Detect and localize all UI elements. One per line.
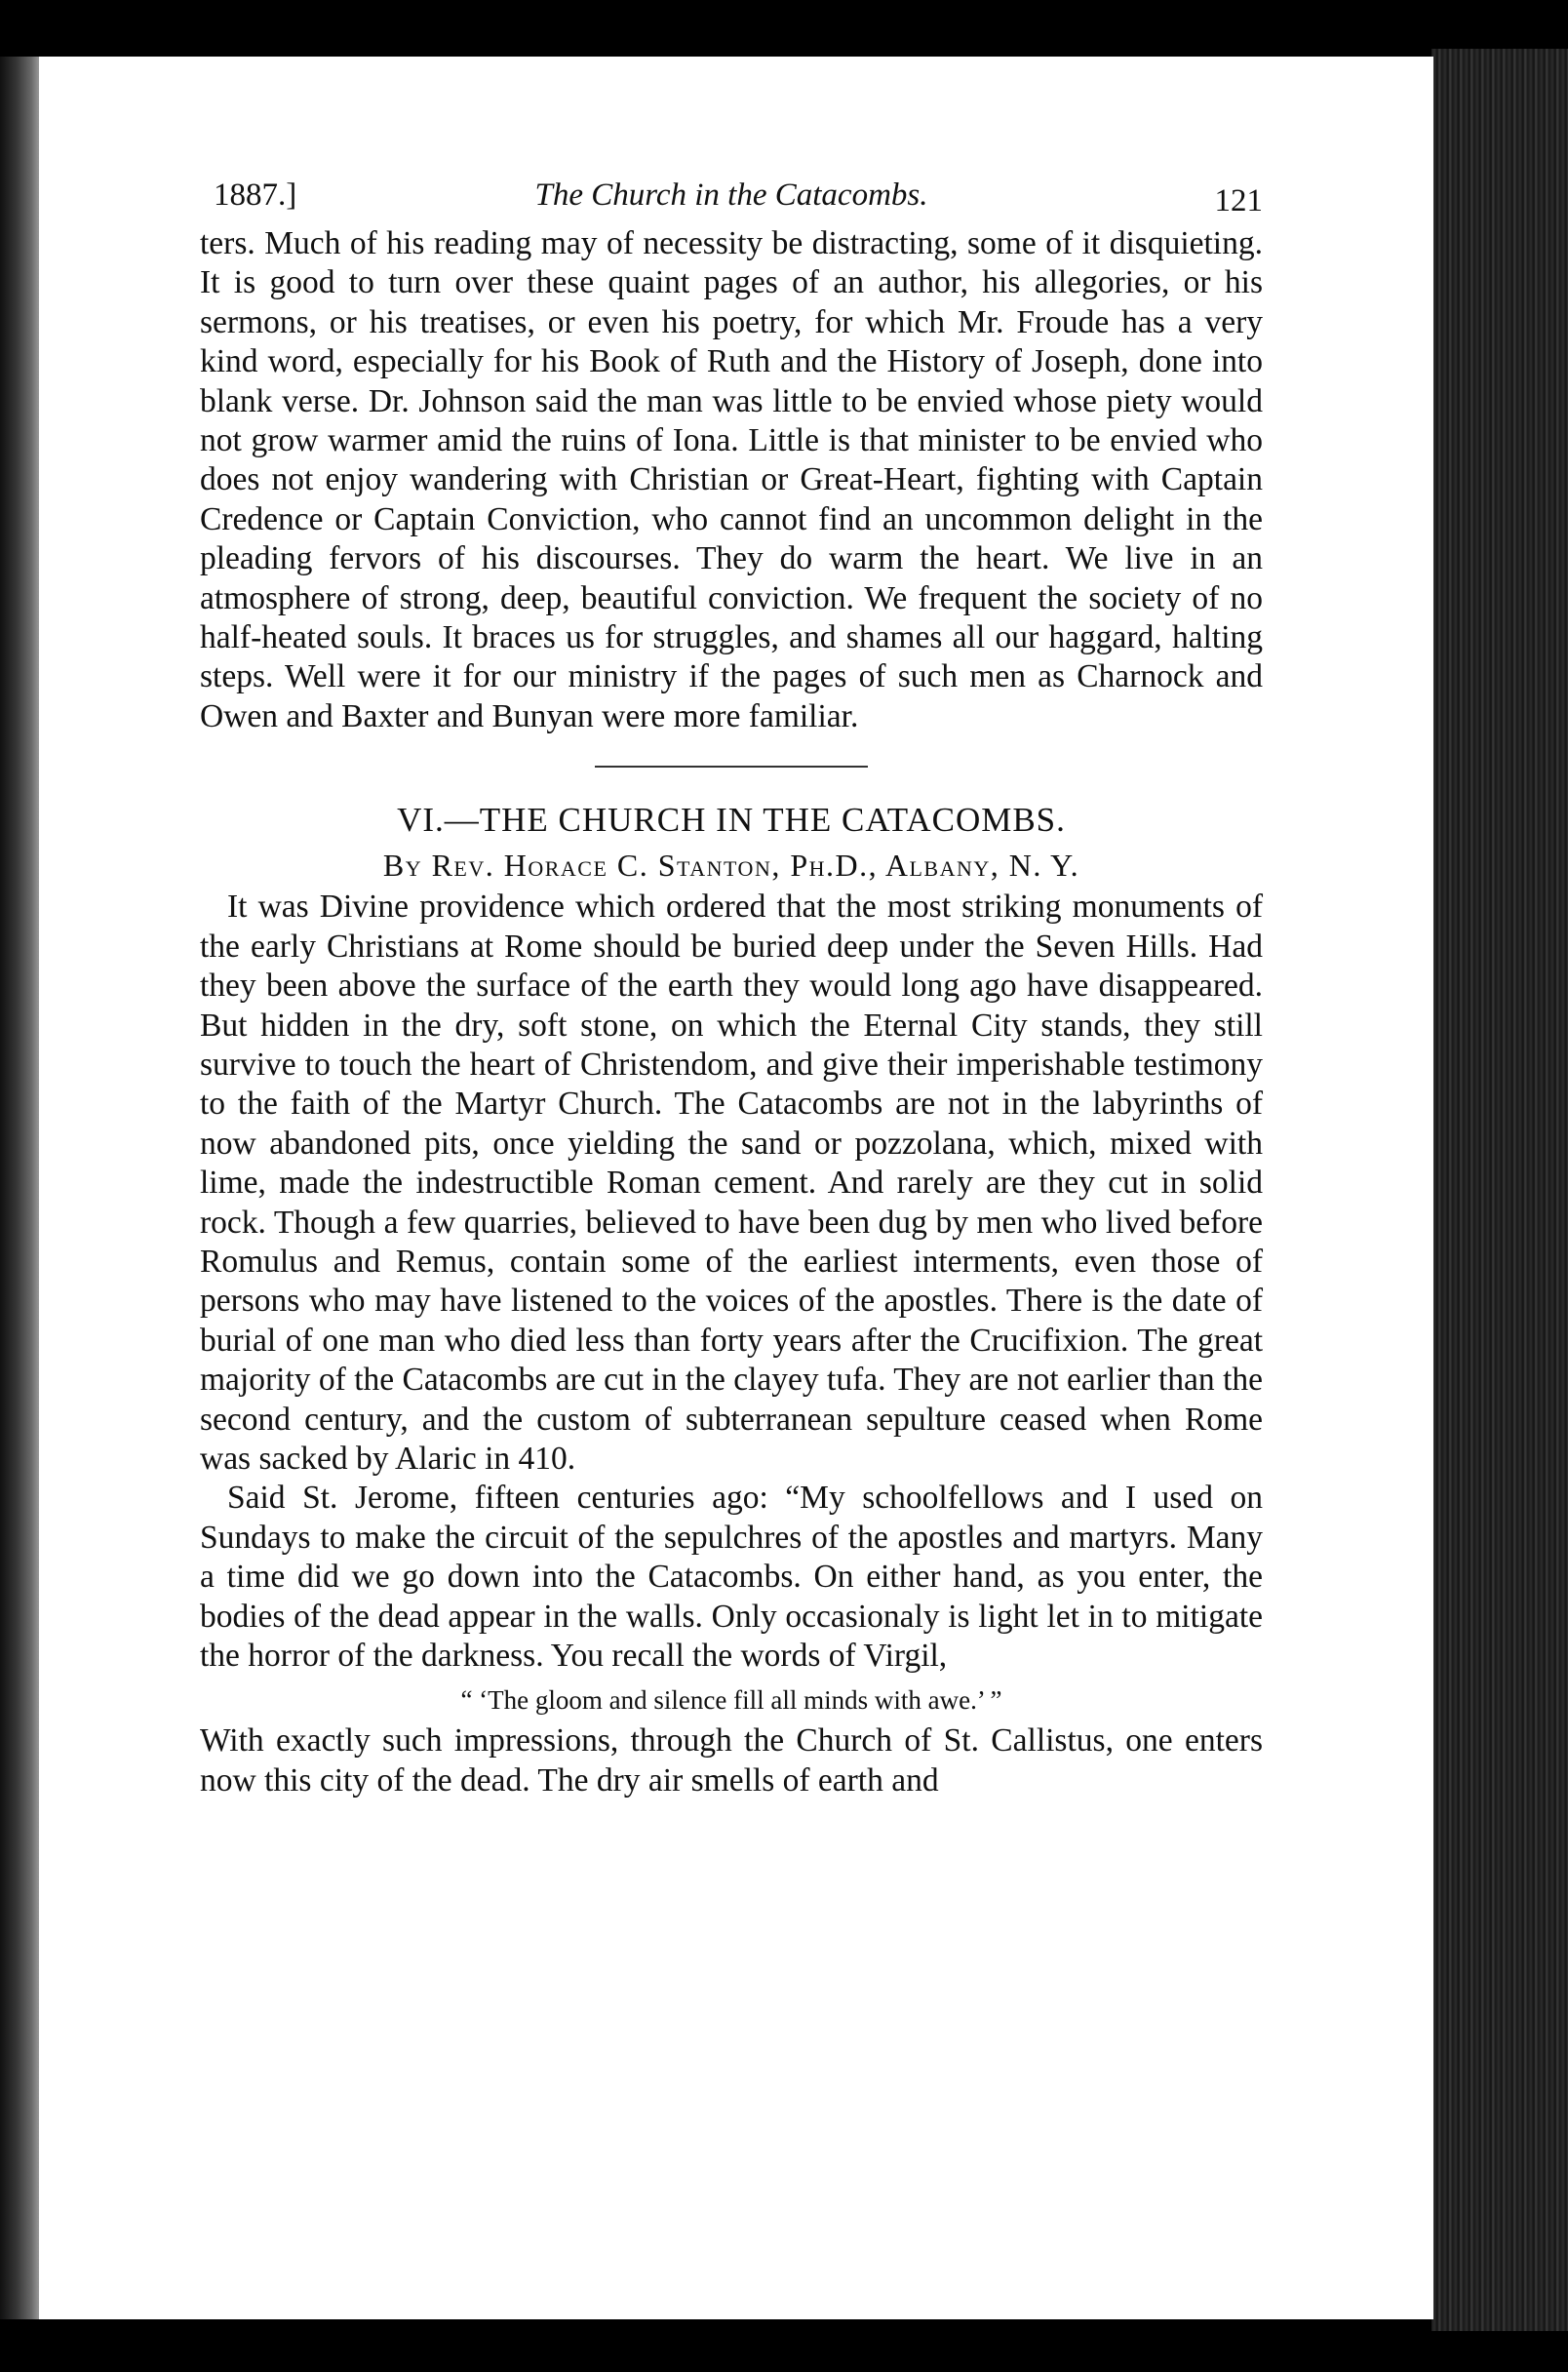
running-head	[200, 166, 1263, 224]
virgil-quote: “ ‘The gloom and silence fill all minds with awe.’ ”	[460, 1685, 1002, 1716]
running-head-year: 1887.]	[214, 178, 297, 213]
page-number: 121	[1214, 183, 1263, 218]
article-paragraph-1: It was Divine providence which ordered that the most striking monuments of the early Christians at Rome should be buried deep under the Seven Hills. Had they been above the surface of the earth they would long ago have disappeared. But hidden in the dry, soft stone, on which the Eternal City stands, they still survive to touch the heart of Christendom, and give their imperishable testimony to the faith of the Martyr Church. The Catacombs are not in the labyrinths of now abandoned pits, once yielding the sand or pozzolana, which, mixed with lime, made the indestructible Roman cement. And rarely are they cut in solid rock. Though a few quarries, believed to have been dug by men who lived before Romulus and Remus, contain some of the earliest interments, even those of persons who may have listened to the voices of the apostles. There is the date of burial of one man who died less than forty years after the Crucifixion. The great majority of the Catacombs are cut in the clayey tufa. They are not earlier than the second century, and the custom of subterranean sepulture ceased when Rome was sacked by Alaric in 410.	[200, 889, 1263, 1477]
article-title: VI.—THE CHURCH IN THE CATACOMBS.	[397, 801, 1066, 840]
running-head-title: The Church in the Catacombs.	[534, 178, 928, 213]
section-divider	[595, 766, 868, 768]
article-paragraph-2: Said St. Jerome, fifteen centuries ago: “My schoolfellows and I used on Sundays to make the circuit of the sepulchres of the apostles and martyrs. Many a time did we go down into the Catacombs. On either hand, as you enter, the bodies of the dead appear in the walls. Only occasionaly is light let in to mitigate the horror of the darkness. You recall the words of Virgil,	[200, 1480, 1263, 1674]
page-text-block	[200, 166, 1263, 1800]
article-byline: By Rev. Horace C. Stanton, Ph.D., Albany, N. Y.	[382, 848, 1080, 884]
article-paragraph-3: With exactly such impressions, through the Church of St. Callistus, one enters now this city of the dead. The dry air smells of earth and	[200, 1722, 1263, 1799]
continued-paragraph: ters. Much of his reading may of necessity be distracting, some of it disquieting. It is good to turn over these quaint pages of an author, his allegories, or his sermons, or his treatises, or even his poetry, for which Mr. Froude has a very kind word, especially for his Book of Ruth and the History of Joseph, done into blank verse. Dr. Johnson said the man was little to be envied whose piety would not grow warmer amid the ruins of Iona. Little is that minister to be envied who does not enjoy wandering with Christian or Great-Heart, fighting with Captain Credence or Captain Conviction, who cannot find an uncommon delight in the pleading fervors of his discourses. They do warm the heart. We live in an atmosphere of strong, deep, beautiful conviction. We frequent the society of no half-heated souls. It braces us for struggles, and shames all our haggard, halting steps. Well were it for our ministry if the pages of such men as Charnock and Owen and Baxter and Bunyan were more familiar.	[200, 225, 1263, 734]
book-page-edges	[1431, 49, 1568, 2331]
